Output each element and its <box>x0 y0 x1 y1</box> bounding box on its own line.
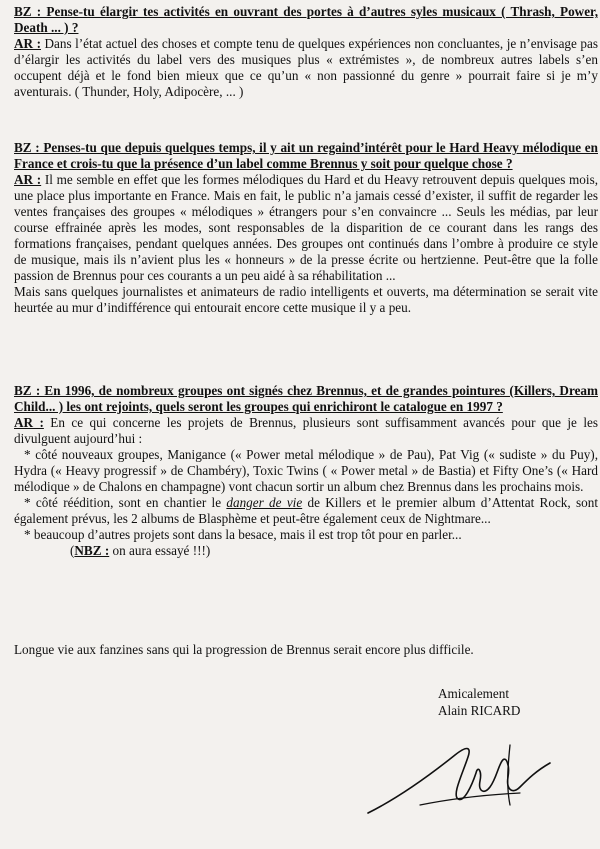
closing-line: Longue vie aux fanzines sans qui la progression de Brennus serait encore plus difficile. <box>14 642 474 657</box>
question-3: BZ : En 1996, de nombreux groupes ont signés chez Brennus, et de grandes pointures (Killers, Dream Child... ) les ont rejoints, quels seront les groupes qui enrichiront le catalogue en 1997 ? <box>14 383 598 414</box>
answer-1 <box>14 36 598 100</box>
greeting: Amicalement <box>438 686 510 701</box>
qa-block-2 <box>14 140 598 316</box>
nbz-label: NBZ : <box>74 543 110 558</box>
answer-label: AR : <box>14 172 42 187</box>
reissue-text-end: de Killers et le premier album d’Attentat Rock, sont également prévus, les 2 albums de Blasphème et peut-être également ceux de Nightmare... <box>14 495 598 526</box>
answer-label: AR : <box>14 415 44 430</box>
list-item-other-projects: * beaucoup d’autres projets sont dans la besace, mais il est trop tôt pour en parler... <box>24 527 462 542</box>
list-item-reissues <box>14 495 598 527</box>
qa-block-3 <box>14 383 598 559</box>
signoff <box>438 685 520 719</box>
answer-1-text: Dans l’état actuel des choses et compte tenu de quelques expériences non concluantes, je n’envisage pas d’élargir les activités du label vers des musiques plus « extrémistes », de nombreux autres labels s’en occupent déjà et le fond bien mieux que ce qu’un « non passionné du genre » pourrait faire si je m’y aventurais. ( Thunder, Holy, Adipocère, ... ) <box>14 36 598 99</box>
list-item-new-bands: * côté nouveaux groupes, Manigance (« Power metal mélodique » de Pau), Pat Vig (« sudiste » du Puy), Hydra (« Heavy progressif » de Chambéry), Toxic Twins ( « Power metal » de Bastia) et Fifty One’s (« Hard mélodique » de Chalons en champagne) vont chacun sortir un album chez Brennus dans les prochains mois. <box>14 447 598 494</box>
nbz-remark <box>14 543 598 559</box>
answer-label: AR : <box>14 36 41 51</box>
handwritten-signature <box>360 735 560 820</box>
qa-block-1 <box>14 4 598 100</box>
question-2: BZ : Penses-tu que depuis quelques temps, il y ait un regaind’intérêt pour le Hard Heavy mélodique en France et crois-tu que la présence d’un label comme Brennus y soit pour quelque chose ? <box>14 140 598 171</box>
nbz-paren: ( <box>70 543 75 558</box>
answer-3 <box>14 415 598 447</box>
answer-2 <box>14 172 598 284</box>
answer-3-text: En ce qui concerne les projets de Brennus, plusieurs sont suffisamment avancés pour que je les divulguent aujourd’hui : <box>14 415 598 446</box>
nbz-text: on aura essayé !!!) <box>109 543 211 558</box>
answer-2-text: Il me semble en effet que les formes mélodiques du Hard et du Heavy retrouvent depuis quelques mois, une place plus importante en France. Mais en fait, le public n’a jamais cessé d’exister, il suffit de regarder les ventes françaises des groupes « mélodiques » étrangers pour s’en convaincre ... Seuls les médias, par leur course effrainée après les modes, sont responsables de la disparition de ce courant dans les rangs des formations françaises, pendant quelques années. Des groupes ont continués dans l’ombre à produire ce style de musique, mais ils n’avient plus les « honneurs » de la presse écrite ou hertzienne. Peut-être que la folle passion de Brennus pour ces courants a un peu aidé à sa réhabilitation ... <box>14 172 598 283</box>
answer-2-continued: Mais sans quelques journalistes et animateurs de radio intelligents et ouverts, ma détermination se serait vite heurtée au mur d’indifférence qui entourait encore cette musique il y a peu. <box>14 284 598 315</box>
album-title: danger de vie <box>226 495 303 510</box>
question-1: BZ : Pense-tu élargir tes activités en ouvrant des portes à d’autres syles musicaux ( Thrash, Power, Death ... ) ? <box>14 4 598 35</box>
reissue-text-start: * côté réédition, sont en chantier le <box>24 495 227 510</box>
author-name: Alain RICARD <box>438 703 521 718</box>
